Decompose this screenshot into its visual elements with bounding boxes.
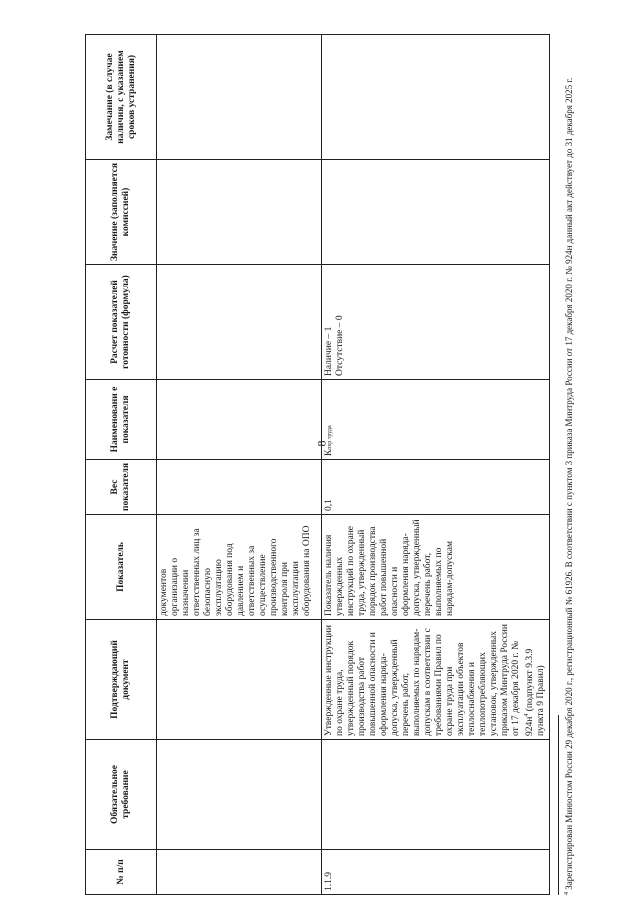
cell-weight: 0,1 [322,460,550,515]
formula-presence: Наличие – 1 [324,326,334,376]
footnote-ref: 4 [524,713,530,717]
header-name: Наименовани е показателя [86,380,157,460]
cell-weight [157,460,322,515]
header-indicator: Показатель [86,515,157,620]
cell-value [322,160,550,265]
footnote-text: Зарегистрирован Минюстом России 29 декабря 2020 г., регистрационный № 61926. В соответствии с пунктом 3 приказа Минтруда России от 17 декабря 2020 г. № 924н данный акт действует до 31 декабря 2025 г. [564,77,575,892]
header-note: Замечание (в случае наличия, с указанием сроков устранения) [86,35,157,160]
cell-doc [157,620,322,740]
cell-requirement [322,740,550,850]
cell-formula [157,265,322,380]
formula-absence: Отсутствие – 0 [335,315,345,376]
header-num: № п/п [86,850,157,895]
cell-num [157,850,322,895]
cell-name [322,380,550,460]
cell-note [322,35,550,160]
name-symbol: К [324,449,334,456]
cell-note [157,35,322,160]
doc-text: Утвержденные инструкции по охране труда, утвержденный порядок производства работ повышенной опасности и оформления наряда-допуска, утвержденный перечень работ, выполняемых по нарядам-допускам в соответствии с требованиями Правил по охране труда при эксплуатации объектов теплоснабжения и теплопотребляющих установок, утвержденных приказом Минтруда России от 17 декабря 2020 г. № 924н [324,624,536,736]
cell-requirement [157,740,322,850]
cell-doc [322,620,550,740]
requirements-table [85,34,550,895]
cell-formula [322,265,550,380]
rotated-sheet [85,35,605,895]
header-weight: Вес показателя [86,460,157,515]
cell-value [157,160,322,265]
footnote-mark: 4 [564,892,571,895]
header-value: Значение (заполняется комиссией) [86,160,157,265]
footnote-divider [558,715,559,895]
name-subscript: охр труда [327,425,333,450]
cell-name [157,380,322,460]
table-row [157,35,322,895]
header-requirement: Обязательное требование [86,740,157,850]
header-doc: Подтверждающий документ [86,620,157,740]
page-number: 8 [314,440,329,447]
header-formula: Расчет показателей готовности (формула) [86,265,157,380]
cell-num: 1.1.9 [322,850,550,895]
footnote [558,35,575,895]
table-header-row [86,35,157,895]
cell-indicator: Показатель наличия утвержденных инструкций по охране труда, утвержденный порядок производства работ повышенной опасности и оформления наряда-допуска, утвержденный перечень работ, выполняемых по нарядам-допускам [322,515,550,620]
cell-indicator: документов организации о назначении ответственных лиц за безопасную эксплуатацию оборудования под давлением и ответственных за осуществление производственного контроля при эксплуатации оборудования на ОПО [157,515,322,620]
doc-tail: (подпункт 9.3.9 пункта 9 Правил) [525,648,547,736]
table-row [322,35,550,895]
